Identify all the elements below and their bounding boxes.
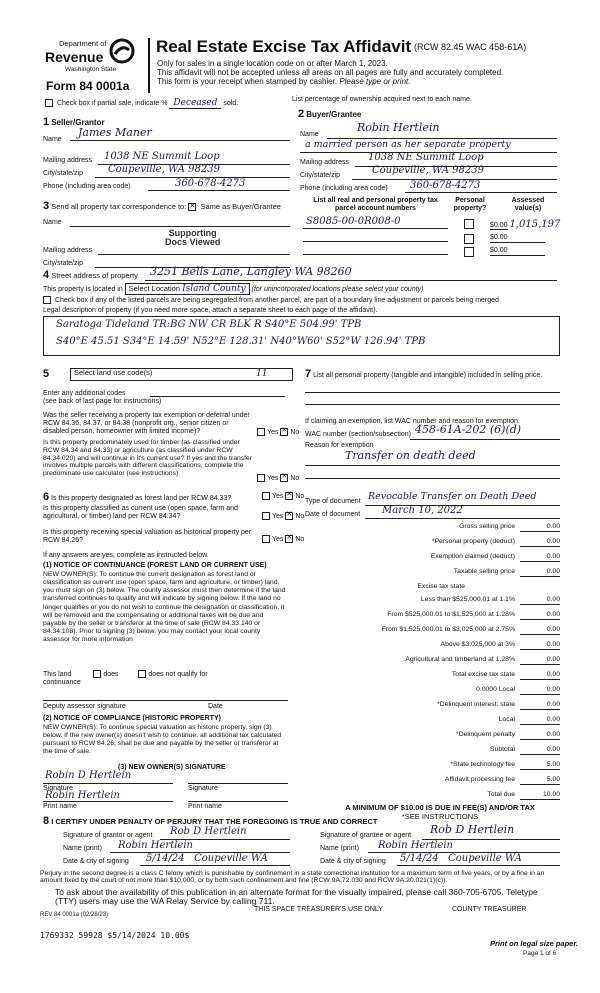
sec3-mailing-line (98, 254, 290, 255)
forest-yes-no (262, 492, 304, 501)
buyer-name-note[interactable]: a married person as her separate property (305, 139, 511, 150)
partial-sale-hw: Deceased (169, 98, 221, 109)
notice-2: This affidavit will not be accepted unless all areas on all pages are fully and accurately completed. (157, 68, 504, 77)
new-owner-print-line (43, 801, 173, 802)
seller-name-line (70, 140, 290, 141)
buyer-name-value[interactable]: Robin Hertlein (357, 121, 440, 134)
new-owner-print-label-2: Print name (188, 803, 222, 810)
grantor-name-value[interactable]: Robin Hertlein (118, 840, 193, 851)
forest-yes-checkbox[interactable] (262, 492, 270, 500)
tax-row-penalty (300, 731, 560, 743)
forest-question-text: Is this property designated as forest land per RCW 84.33? (51, 495, 232, 502)
forest-yes-label: Yes (272, 492, 284, 500)
tax-delinq-state-value[interactable]: 0.00 (520, 701, 560, 710)
grantee-name-label: Name (print) (320, 845, 359, 852)
tax-processing-fee-value[interactable]: 5.00 (520, 776, 560, 785)
current-use-no-label: No (295, 512, 305, 520)
tax-agri-value[interactable]: 0.00 (520, 656, 560, 665)
buyer-num: 2 (298, 108, 305, 120)
form-number: Form 84 0001a (46, 79, 130, 93)
reason-line-1 (305, 465, 560, 466)
tax-tier1-label: Less than $525,000.01 at 1.1% (420, 596, 515, 603)
seller-name-label: Name (43, 136, 62, 143)
partial-sale-label: Check box if partial sale, indicate % (56, 100, 168, 107)
notice1-body: NEW OWNER(S): To continue the current designation as forest land or classification as current use (open space, farm and agriculture, or timber) land, you must sign on (3) below. The county assessor must then determine if the land transferred continues to qualify and will indicate by signing below. If the land no longer qualifies or you do not wish to continue the designation or classification, it will be removed and the compensating or additional taxes will be due and payable by the seller or transferor at the time of sale (RCW 84.33.140 or 84.34.108). Prior to signing (3) below, you may contact your local county assessor for more information (43, 571, 286, 644)
location-select-hw: Island County (182, 284, 246, 294)
legal-label: Legal description of property (if you need more space, attach a separate sheet to each page of the affidavit). (43, 307, 378, 314)
tax-row-tier2 (300, 611, 560, 623)
timber-question: Is this property predominately used for timber (as classified under RCW 84.34 and 84.33) or agriculture (as classified under RCW 84.34.020) and will continue in it's current use? If yes and the transfer involves multiple parcels with different classifications, complete the predominate use calculator (see instructions) (43, 439, 253, 478)
seller-num: 1 (43, 116, 50, 128)
parcel-row-3-value[interactable]: $0.00 (490, 247, 545, 256)
sec3-stamp-line2: Docs Viewed (165, 237, 221, 247)
doc-type-value[interactable]: Revocable Transfer on Death Deed (368, 491, 537, 502)
new-owner-sig-label: Signature (43, 785, 73, 792)
buyer-title: Buyer/Grantee (306, 110, 362, 119)
seller-title: Seller/Grantor (51, 118, 105, 127)
tax-subtotal-label: Subtotal (490, 746, 515, 753)
tax-tier4-label: Above $3,025,000 at 3% (440, 641, 515, 648)
sec3-city-label: City/state/zip (43, 260, 84, 267)
tax-taxable-value[interactable]: 0.00 (520, 568, 560, 577)
notice-1: Only for sales in a single location code on or after March 1, 2023. (157, 59, 388, 68)
dept-line1: Department of (59, 39, 107, 48)
exempt-claim-label: If claiming an exemption, list WAC number and reason for exemption. (305, 418, 520, 425)
doc-type-label: Type of document (305, 498, 361, 505)
segregated-checkbox[interactable] (43, 296, 51, 304)
buyer-phone-value[interactable]: 360-678-4273 (410, 180, 481, 191)
grantee-date-line (397, 865, 560, 866)
tax-agri-label: Agricultural and timberland at 1.28% (405, 656, 515, 663)
grantee-date-value[interactable]: 5/14/24 Coupeville WA (400, 853, 522, 864)
notice-3-type: Please type or print. (339, 77, 411, 86)
seller-phone-label: Phone (including area code) (43, 183, 131, 190)
tax-row-tier1 (300, 596, 560, 608)
tax-row-excise-header (300, 583, 560, 595)
tax-tier3-value[interactable]: 0.00 (520, 626, 560, 635)
current-use-yes-label: Yes (272, 512, 284, 520)
grantee-name-value[interactable]: Robin Hertlein (378, 840, 453, 851)
segregated-row (43, 296, 563, 305)
grantor-date-value[interactable]: 5/14/24 Coupeville WA (146, 853, 268, 864)
reason-value[interactable]: Transfer on death deed (345, 449, 476, 462)
parcel-row-3-line (303, 254, 448, 255)
tax-row-exemption (300, 553, 560, 565)
parcel-row-1-value-hw: 1,015,197 (509, 219, 561, 230)
land-use-select-hw: 11 (256, 369, 268, 379)
location-select-text: Select Location (128, 284, 181, 293)
tax-row-personal (300, 538, 560, 550)
tax-row-tier3 (300, 626, 560, 638)
tax-row-processing-fee (300, 776, 560, 788)
exempt-no-label: No (290, 428, 300, 436)
notice-3 (157, 77, 410, 86)
new-owner-print[interactable]: Robin Hertlein (45, 790, 120, 801)
tax-taxable-label: Taxable selling price (453, 568, 515, 575)
minimum-line1: A MINIMUM OF $10.00 IS DUE IN FEE(S) AND/OR TAX (345, 803, 535, 812)
historic-question: Is this property receiving special valuation as historical property per RCW 84.26? (43, 529, 252, 545)
parcel-row-2-personal-checkbox[interactable] (464, 234, 474, 244)
sec3-num: 3 (43, 200, 50, 212)
tax-row-tier4 (300, 641, 560, 653)
tax-total-due-value[interactable]: 10.00 (520, 791, 560, 800)
tax-row-total-state (300, 671, 560, 683)
tax-row-delinq-state (300, 701, 560, 713)
historic-yes-no (262, 535, 304, 544)
grantor-date-label: Date & city of signing (63, 858, 129, 865)
parcel-row-2-value[interactable]: $0.00 (490, 234, 545, 243)
tax-row-tech-fee (300, 761, 560, 773)
grantor-sig-label: Signature of grantor or agent (63, 832, 153, 839)
tax-tier2-label: From $525,000.01 to $1,525,000 at 1.28% (387, 611, 515, 618)
new-owner-print-line-2 (188, 801, 288, 802)
parcel-row-1-value[interactable] (490, 219, 560, 231)
additional-codes-label: Enter any additional codes (43, 390, 126, 397)
tax-tech-fee-label: *State technology fee (450, 761, 515, 768)
forest-question (43, 491, 261, 504)
dept-line3: Washington State (65, 66, 117, 73)
personal-property-line-2 (305, 404, 560, 405)
new-owner-sig-label-2: Signature (188, 785, 218, 792)
reason-label: Reason for exemption (305, 442, 374, 449)
revenue-logo (45, 38, 133, 78)
timber-no-checkbox[interactable] (280, 474, 288, 482)
buyer-mailing-label: Mailing address (300, 159, 350, 166)
minimum-line2: *SEE INSTRUCTIONS (401, 811, 479, 821)
tax-excise-header-label: Excise tax state (417, 583, 465, 590)
notice-3-text: This form is your receipt when stamped by cashier. (157, 77, 338, 86)
sec8-title: I CERTIFY UNDER PENALTY OF PERJURY THAT THE FOREGOING IS TRUE AND CORRECT (51, 817, 378, 826)
tax-personal-label: *Personal property (deduct) (431, 538, 515, 545)
legal-line-1: Saratoga Tideland TR:BG NW CR BLK R S40°E 504.99' TPB (56, 319, 362, 330)
doc-date-label: Date of document (305, 511, 361, 518)
sec3-heading (43, 200, 281, 213)
assessor-date-label: Date (208, 703, 223, 710)
ownership-note: List percentage of ownership acquired next to each name. (292, 96, 472, 103)
does-not-label: does not qualify for (148, 670, 208, 678)
grantee-date-label: Date & city of signing (320, 858, 386, 865)
exempt-yes-no (257, 428, 299, 437)
tax-row-subtotal (300, 746, 560, 758)
perjury-notice: Perjury in the second degree is a class C felony which is punishable by confinement in a state correctional institution for a maximum term of five years, or by a fine in an amount fixed by the court of not more than $10,000, or by both such confinement and fine (RCW 9A.72.030 and RCW 9A.20.021(1)(c)). (40, 870, 545, 885)
parcels-col2: Personal property? (453, 197, 487, 213)
sec4-street-line (145, 280, 557, 281)
tax-total-state-value[interactable]: 0.00 (520, 671, 560, 680)
tax-gross-label: Gross selling price (459, 523, 515, 530)
new-owner-sig-line-2 (188, 783, 288, 784)
revenue-swirl-icon (109, 38, 135, 64)
sec3-name-line (70, 226, 290, 227)
forest-no-label: No (295, 492, 305, 500)
additional-codes-line (150, 396, 285, 397)
parcel-row-1-value-prefix: $0.00 (490, 222, 508, 229)
buyer-phone-line (405, 192, 557, 193)
tax-local-label: 0.0000 Local (476, 686, 515, 693)
tax-row-gross (300, 523, 560, 535)
legal-line-2: S40°E 45.51 S34°E 14.59' N52°E 128.31' N40°W60' S52°W 126.94' TPB (56, 336, 426, 347)
land-label: This land (43, 670, 72, 678)
timber-yes-no (257, 474, 299, 483)
sec4-street-label: Street address of property (51, 271, 138, 280)
partial-sale-sold: sold. (223, 100, 239, 107)
new-owner-sig-line (43, 783, 173, 784)
tax-tier3-label: From $1,525,000.01 to $3,025,000 at 2.75% (381, 626, 515, 633)
parcels-col3: Assessed value(s) (511, 197, 545, 213)
rev-number: REV 84 0001a (02/28/23) (40, 912, 109, 918)
timber-yes-label: Yes (267, 474, 279, 482)
personal-property-line-1 (305, 392, 560, 393)
legal-box[interactable] (43, 316, 560, 356)
tax-exemption-value[interactable]: 0.00 (520, 553, 560, 562)
sec3-stamp (165, 229, 220, 247)
grantor-name-label: Name (print) (63, 845, 102, 852)
tax-personal-value[interactable]: 0.00 (520, 538, 560, 547)
sec4-num: 4 (43, 269, 50, 281)
historic-no-label: No (295, 535, 305, 543)
notice1-title: (1) NOTICE OF CONTINUANCE (FOREST LAND OR CURRENT USE) (43, 562, 267, 569)
timber-no-label: No (290, 474, 300, 482)
parcel-row-2-line (303, 241, 448, 242)
notice2-title: (2) NOTICE OF COMPLIANCE (HISTORIC PROPERTY) (43, 715, 221, 722)
timber-yes-checkbox[interactable] (257, 474, 265, 482)
tax-row-total-due (300, 791, 560, 803)
seller-city-label: City/state/zip (43, 170, 84, 177)
exempt-yes-checkbox[interactable] (257, 428, 265, 436)
sec8-num: 8 (43, 815, 50, 827)
parcel-row-3-personal-checkbox[interactable] (464, 247, 474, 257)
tax-tech-fee-value[interactable]: 5.00 (520, 761, 560, 770)
sec4-street (43, 269, 138, 282)
partial-sale-checkbox[interactable] (45, 99, 53, 107)
partial-sale-row (45, 98, 238, 108)
tax-penalty-label: *Delinquent penalty (456, 731, 515, 738)
tax-total-state-label: Total excise tax state (451, 671, 515, 678)
new-owner-signature[interactable]: Robin D Hertlein (45, 770, 132, 781)
notice3-title: (3) NEW OWNER(S) SIGNATURE (118, 764, 226, 771)
wac-label: WAC number (section/subsection) (305, 431, 411, 438)
exempt-no-checkbox[interactable] (280, 428, 288, 436)
seller-name-value[interactable]: James Maner (78, 126, 152, 139)
sec3-name-label: Name (43, 219, 62, 226)
land-use-select[interactable] (70, 368, 293, 381)
if-any-note: If any answers are yes, complete as instructed below. (43, 552, 209, 559)
grantor-sig-value[interactable]: Rob D Hertlein (170, 826, 247, 837)
sec4-street-value[interactable]: 3251 Bells Lane, Langley WA 98260 (150, 265, 352, 278)
legal-size-note: Print on legal size paper. (490, 939, 578, 948)
tax-row-delinq-local (300, 716, 560, 728)
buyer-phone-label: Phone (including area code) (300, 185, 388, 192)
historic-yes-label: Yes (272, 535, 284, 543)
tax-subtotal-value[interactable]: 0.00 (520, 746, 560, 755)
does-not-checkbox[interactable] (138, 670, 146, 678)
tax-row-taxable (300, 568, 560, 580)
assessor-sig-line (43, 700, 288, 701)
segregated-label: Check box if any of the listed parcels are being segregated from another parcel, are part of a boundary line adjustment or parcels being merged (54, 296, 499, 304)
tax-delinq-local-value[interactable]: 0.00 (520, 716, 560, 725)
wac-line (410, 439, 560, 440)
continuance-label: continuance (43, 678, 81, 686)
new-owner-print-label: Print name (43, 803, 77, 810)
receipt-stamp: 1769332 59928 $5/14/2024 10.00$ (40, 931, 190, 940)
sec7-title: List all personal property (tangible and intangible) included in selling price. (313, 372, 543, 379)
sec7-num: 7 (305, 368, 312, 380)
seller-mailing-label: Mailing address (43, 157, 93, 164)
sec4-located-note: (for unincorporated locations please select your county) (251, 286, 424, 293)
sec4-located-label: This property is located in (43, 286, 123, 293)
parcel-row-1-number[interactable]: S8085-00-0R008-0 (306, 216, 401, 227)
buyer-city-label: City/state/zip (300, 172, 341, 179)
current-use-no-checkbox[interactable] (285, 512, 293, 520)
tax-tier2-value[interactable]: 0.00 (520, 611, 560, 620)
form-title: Real Estate Excise Tax Affidavit (156, 37, 412, 56)
current-use-question: Is this property classified as current use (open space, farm and agricultural, or timber) land per RCW 84.34? (43, 505, 238, 521)
tax-gross-value[interactable]: 0.00 (520, 523, 560, 532)
tax-row-local (300, 686, 560, 698)
seller-phone-value[interactable]: 360-678-4273 (175, 178, 246, 189)
exempt-yes-label: Yes (267, 428, 279, 436)
sec6-num: 6 (43, 491, 50, 503)
current-use-yes-checkbox[interactable] (262, 512, 270, 520)
dept-line2: Revenue (45, 49, 104, 65)
parcel-row-1-personal-checkbox[interactable] (464, 219, 474, 229)
sec3-mailing-label: Mailing address (43, 247, 93, 254)
doc-date-line (365, 518, 560, 519)
reason-line-2 (305, 478, 560, 479)
land-qualify-row (43, 670, 293, 687)
additional-codes-note: (see back of last page for instructions) (43, 398, 162, 406)
tax-local-value[interactable]: 0.00 (520, 686, 560, 695)
tax-processing-fee-label: Affidavit processing fee (444, 776, 515, 783)
exempt-question: Was the seller receiving a property tax exemption or deferral under RCW 84.36, 84.37, or 84.38 (nonprofit org., senior citizen or disabled person, homeowner with limited income)? (43, 412, 250, 436)
doc-date-value[interactable]: March 10, 2022 (382, 505, 463, 516)
seller-phone-line (148, 190, 290, 191)
land-use-select-text: Select land use code(s) (74, 368, 153, 377)
wac-value[interactable]: 458-61A-202 (6)(d) (415, 423, 522, 436)
tax-total-due-label: Total due (487, 791, 515, 798)
parcel-row-1-line (303, 228, 448, 229)
treasurer-only: THIS SPACE TREASURER'S USE ONLY (254, 906, 383, 913)
page-number: Page 1 of 6 (523, 950, 557, 957)
sec7-heading (305, 368, 560, 381)
notice2-body: NEW OWNER(S): To continue special valuation as historic property, sign (3) below. If the new owner(s) doesn't wish to continue, all additional tax calculated pursuant to RCW 84.26, shall be due and payable by the seller or transferor at the time of sale. (43, 724, 282, 756)
buyer-heading (298, 108, 361, 121)
buyer-city-value[interactable]: Coupeville, WA 98239 (372, 165, 484, 176)
alt-format-notice: To ask about the availability of this publication in an alternate format for the visually impaired, please call 360-705-6705. Teletype (TTY) users may use the WA Relay Service by calling 711. (55, 887, 538, 906)
header-divider (148, 38, 150, 93)
tax-exemption-label: Exemption claimed (deduct) (430, 553, 515, 560)
sec5-num: 5 (43, 368, 50, 380)
tax-row-agri (300, 656, 560, 668)
does-checkbox[interactable] (93, 670, 101, 678)
form-rcw: (RCW 82.45 WAC 458-61A) (414, 42, 527, 52)
historic-no-checkbox[interactable] (285, 535, 293, 543)
additional-codes (43, 390, 161, 406)
seller-city-value[interactable]: Coupeville, WA 98239 (108, 164, 220, 175)
seller-mailing-value[interactable]: 1038 NE Summit Loop (104, 151, 220, 162)
county-treasurer: COUNTY TREASURER (452, 906, 527, 913)
current-use-yes-no (262, 512, 304, 521)
buyer-name-label: Name (300, 131, 319, 138)
grantor-date-line (140, 865, 290, 866)
tax-delinq-state-label: *Delinquent interest: state (437, 701, 515, 708)
grantee-sig-value[interactable]: Rob D Hertlein (430, 823, 515, 836)
historic-yes-checkbox[interactable] (262, 535, 270, 543)
tax-tier1-value[interactable]: 0.00 (520, 596, 560, 605)
same-as-buyer-checkbox[interactable] (188, 203, 196, 211)
parcels-col1: List all real and personal property tax parcel account numbers (313, 197, 438, 213)
tax-penalty-value[interactable]: 0.00 (520, 731, 560, 740)
sec3-title: Send all property tax correspondence to: (51, 202, 187, 211)
same-as-buyer-label: Same as Buyer/Grantee (200, 202, 281, 211)
does-label: does (103, 670, 119, 678)
grantee-sig-label: Signature of grantee or agent (320, 832, 412, 839)
tax-tier4-value[interactable]: 0.00 (520, 641, 560, 650)
sec4-located-row (43, 283, 423, 295)
forest-no-checkbox[interactable] (285, 492, 293, 500)
sec3-stamp-line1: Supporting (168, 228, 217, 238)
location-select[interactable] (125, 283, 250, 295)
buyer-mailing-value[interactable]: 1038 NE Summit Loop (368, 152, 484, 163)
assessor-sig-label: Deputy assessor signature (43, 703, 126, 710)
tax-delinq-local-label: Local (498, 716, 515, 723)
